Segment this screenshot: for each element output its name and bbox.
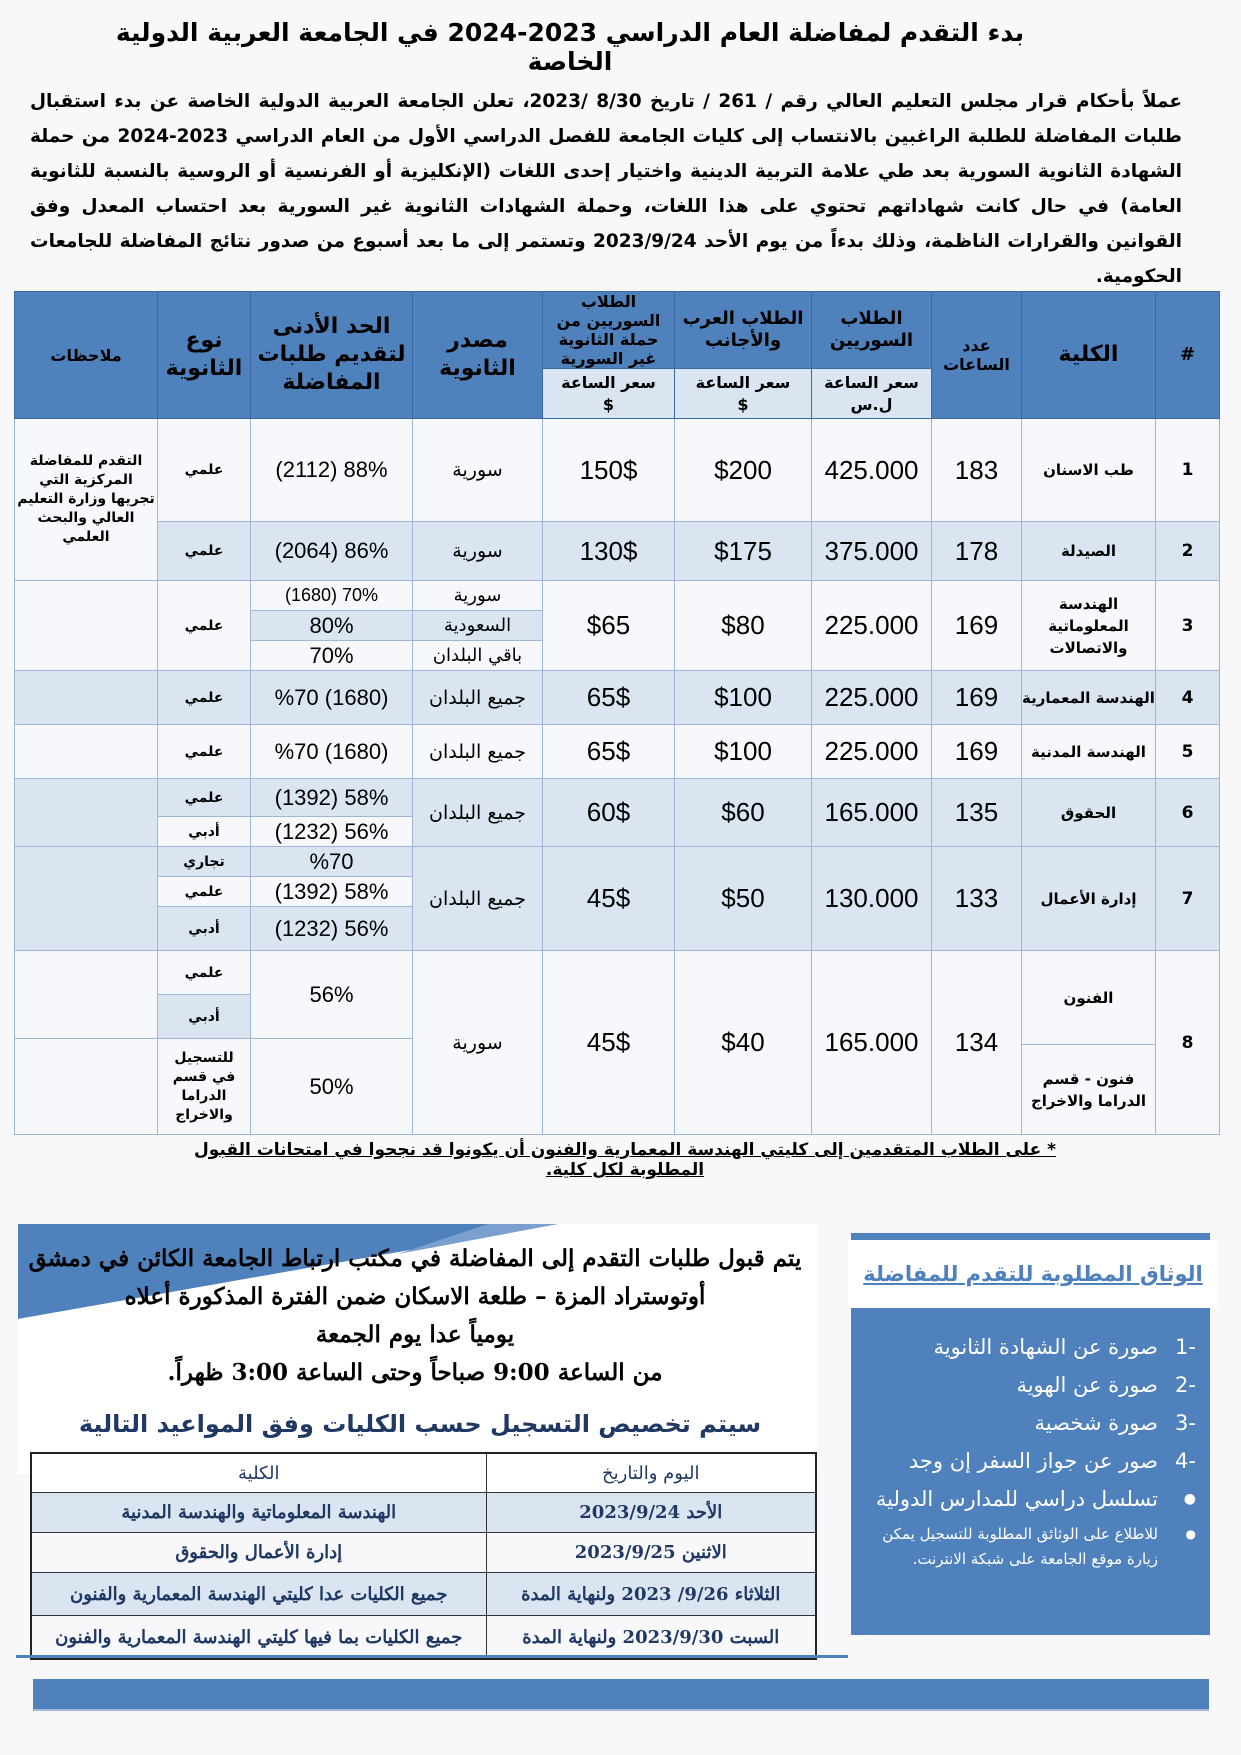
table-row [15, 779, 1220, 817]
min-cell: 56% [251, 951, 413, 1039]
arab-price: $40 [675, 951, 812, 1135]
hours-cell: 178 [932, 522, 1022, 581]
notes-cell-empty [15, 847, 158, 951]
min-cell: 58% (1392) [251, 779, 413, 817]
notes-cell-empty [15, 951, 158, 1039]
submission-info [20, 1240, 810, 1392]
header-row [15, 292, 1220, 369]
type-cell: علمي [158, 581, 251, 671]
schedule-row [31, 1493, 816, 1533]
schedule-date: الاثنين 2023/9/25 [486, 1533, 816, 1573]
arab-price: $50 [675, 847, 812, 951]
page-title: بدء التقدم لمفاضلة العام الدراسي 2023-2024 في الجامعة العربية الدولية الخاصة [115, 18, 1025, 76]
type-cell: أدبي [158, 907, 251, 951]
hours-cell: 169 [932, 581, 1022, 671]
source-cell: سورية [413, 419, 543, 522]
bullet-icon: ● [1185, 1527, 1196, 1541]
row-index: 2 [1156, 522, 1220, 581]
docs-list-panel [851, 1308, 1210, 1635]
foreign-price: 150$ [543, 419, 675, 522]
doc-item [861, 1328, 1196, 1366]
min-cell: 56% (1232) [251, 907, 413, 951]
table-row [15, 581, 1220, 611]
arab-price: $175 [675, 522, 812, 581]
bullet-icon: ● [1183, 1491, 1196, 1507]
subheader-line: سعر الساعة [561, 372, 656, 392]
list-marker: -4 [1175, 1449, 1196, 1473]
foreign-price: 65$ [543, 671, 675, 725]
schedule-faculty: إدارة الأعمال والحقوق [31, 1533, 486, 1573]
doc-text: صور عن جواز السفر إن وجد [908, 1449, 1158, 1473]
table-row [15, 951, 1220, 995]
min-cell: 88% (2112) [251, 419, 413, 522]
notes-cell-empty [15, 725, 158, 779]
min-cell: 50% [251, 1039, 413, 1135]
type-cell: علمي [158, 877, 251, 907]
min-cell: %70 [251, 847, 413, 877]
syrian-price: 225.000 [812, 581, 932, 671]
min-cell: 56% (1232) [251, 817, 413, 847]
hours-cell: 134 [932, 951, 1022, 1135]
list-marker: -2 [1175, 1373, 1196, 1397]
docs-title-box [848, 1240, 1218, 1308]
syrian-price-subheader [812, 369, 932, 419]
row-index: 7 [1156, 847, 1220, 951]
divider-line [16, 1655, 848, 1658]
syrian-price: 165.000 [812, 779, 932, 847]
type-cell: أدبي [158, 995, 251, 1039]
table-row [15, 522, 1220, 581]
hours-cell: 133 [932, 847, 1022, 951]
source-cell: جميع البلدان [413, 779, 543, 847]
notes-cell-empty [15, 779, 158, 847]
type-cell: علمي [158, 779, 251, 817]
source-cell: سورية [413, 522, 543, 581]
doc-text: صورة شخصية [1034, 1411, 1158, 1435]
syrian-price: 130.000 [812, 847, 932, 951]
arab-price: $200 [675, 419, 812, 522]
list-marker: -3 [1175, 1411, 1196, 1435]
schedule-date: السبت 2023/9/30 ولنهاية المدة [486, 1616, 816, 1660]
schedule-date: الأحد 2023/9/24 [486, 1493, 816, 1533]
schedule-faculty: الهندسة المعلوماتية والهندسة المدنية [31, 1493, 486, 1533]
intro-paragraph: عملاً بأحكام قرار مجلس التعليم العالي رقم / 261 / تاريخ 8/30 /2023، تعلن الجامعة العربية الدولية الخاصة عن بدء استقبال طلبات المفاضلة للطلبة الراغبين بالانتساب إلى كليات الجامعة للفصل الدراسي الأول من العام الدراسي 2023-2024 من حملة الشهادة الثانوية السورية بعد طي علامة التربية الدينية واختيار إحدى اللغات (الإنكليزية أو الفرنسية أو الروسية بالنسبة للثانوية العامة) في حال كانت شهاداتهم تحتوي على هذا اللغات، وحملة الشهادات الثانوية غير السورية بعد احتساب المعدل وفق القوانين والقرارات الناظمة، وذلك بدءاً من يوم الأحد 2023/9/24 وتستمر إلى ما بعد أسبوع من صدور نتائج المفاضلة للجامعات الحكومية. [30, 91, 1183, 287]
faculty-name: الفنون [1022, 951, 1156, 1045]
col-arab-header: الطلاب العرب والأجانب [675, 292, 812, 369]
type-cell: تجاري [158, 847, 251, 877]
table-row [15, 847, 1220, 877]
type-cell: علمي [158, 725, 251, 779]
source-cell: سورية [413, 581, 543, 611]
schedule-table [30, 1452, 817, 1660]
foreign-price: 65$ [543, 725, 675, 779]
doc-text: للاطلاع على الوثائق المطلوبة للتسجيل يمكن زيارة موقع الجامعة على شبكة الانترنت. [882, 1525, 1158, 1568]
faculty-name: الهندسة المعلوماتية والاتصالات [1022, 581, 1156, 671]
subheader-line: سعر الساعة [695, 372, 791, 392]
foreign-price: 130$ [543, 522, 675, 581]
schedule-date-header: اليوم والتاريخ [486, 1453, 816, 1493]
table-row [15, 419, 1220, 522]
doc-item [861, 1366, 1196, 1404]
doc-text: تسلسل دراسي للمدارس الدولية [875, 1487, 1158, 1511]
fees-table [14, 291, 1220, 1135]
row-index: 8 [1156, 951, 1220, 1135]
footnote: * على الطلاب المتقدمين إلى كليتي الهندسة المعمارية والفنون أن يكونوا قد نجحوا في امتحانات القبول المطلوبة لكل كلية. [193, 1140, 1057, 1180]
schedule-title: سيتم تخصيص التسجيل حسب الكليات وفق المواعيد التالية [78, 1410, 762, 1438]
syrian-price: 165.000 [812, 951, 932, 1135]
doc-item [861, 1480, 1196, 1518]
doc-item [861, 1522, 1196, 1572]
type-cell: علمي [158, 419, 251, 522]
list-marker: -1 [1175, 1335, 1196, 1359]
schedule-faculty: جميع الكليات عدا كليتي الهندسة المعمارية والفنون [31, 1573, 486, 1616]
schedule-header-row [31, 1453, 816, 1493]
hours-cell: 135 [932, 779, 1022, 847]
min-cell: 86% (2064) [251, 522, 413, 581]
row-index: 6 [1156, 779, 1220, 847]
min-cell: 80% [251, 611, 413, 641]
faculty-name: إدارة الأعمال [1022, 847, 1156, 951]
submission-line: من الساعة 9:00 صباحاً وحتى الساعة 3:00 ظهراً. [167, 1359, 663, 1386]
min-cell: 70% (1680) [251, 581, 413, 611]
col-faculty-header: الكلية [1022, 292, 1156, 419]
syrian-price: 225.000 [812, 725, 932, 779]
source-cell: جميع البلدان [413, 671, 543, 725]
min-cell: (1680) %70 [251, 671, 413, 725]
col-foreign-header: الطلاب السوريين من حملة الثانوية غير السورية [543, 292, 675, 369]
min-cell: 58% (1392) [251, 877, 413, 907]
currency-label: ل.س [850, 394, 893, 414]
syrian-price: 375.000 [812, 522, 932, 581]
row-index: 3 [1156, 581, 1220, 671]
type-cell: أدبي [158, 817, 251, 847]
notes-cell-empty [15, 1039, 158, 1135]
source-cell: سورية [413, 951, 543, 1135]
col-index-header: # [1156, 292, 1220, 419]
source-cell: باقي البلدان [413, 641, 543, 671]
notes-cell-empty [15, 581, 158, 671]
arab-price: $100 [675, 725, 812, 779]
min-cell: 70% [251, 641, 413, 671]
footer-bar [33, 1679, 1209, 1711]
arab-price: $100 [675, 671, 812, 725]
type-cell: علمي [158, 522, 251, 581]
submission-line: أوتوستراد المزة – طلعة الاسكان ضمن الفترة المذكورة أعلاه [124, 1283, 706, 1310]
schedule-row [31, 1573, 816, 1616]
notes-cell: التقدم للمفاضلة المركزية التي تجريها وزارة التعليم العالي والبحث العلمي [15, 419, 158, 581]
schedule-date: الثلاثاء 9/26/ 2023 ولنهاية المدة [486, 1573, 816, 1616]
doc-item [861, 1442, 1196, 1480]
type-cell: علمي [158, 671, 251, 725]
foreign-price: $65 [543, 581, 675, 671]
type-cell: للتسجيل في قسم الدراما والاخراج [158, 1039, 251, 1135]
schedule-faculty: جميع الكليات بما فيها كليتي الهندسة المعمارية والفنون [31, 1616, 486, 1660]
submission-line: يومياً عدا يوم الجمعة [315, 1321, 515, 1348]
faculty-name: الحقوق [1022, 779, 1156, 847]
hours-cell: 183 [932, 419, 1022, 522]
docs-list [851, 1308, 1210, 1572]
row-index: 1 [1156, 419, 1220, 522]
foreign-price: 45$ [543, 847, 675, 951]
min-cell: (1680) %70 [251, 725, 413, 779]
source-cell: جميع البلدان [413, 725, 543, 779]
type-cell: علمي [158, 951, 251, 995]
col-min-header: الحد الأدنى لتقديم طلبات المفاضلة [251, 292, 413, 419]
doc-text: صورة عن الشهادة الثانوية [933, 1335, 1158, 1359]
submission-line: يتم قبول طلبات التقدم إلى المفاضلة في مكتب ارتباط الجامعة الكائن في دمشق [28, 1245, 802, 1272]
docs-title: الوثاق المطلوبة للتقدم للمفاضلة [863, 1262, 1203, 1286]
faculty-name: الصيدلة [1022, 522, 1156, 581]
arab-price: $60 [675, 779, 812, 847]
col-syrian-header: الطلاب السوريين [812, 292, 932, 369]
faculty-name: الهندسة المدنية [1022, 725, 1156, 779]
currency-label: $ [737, 394, 749, 414]
foreign-price: 45$ [543, 951, 675, 1135]
subheader-line: سعر الساعة [824, 372, 919, 392]
syrian-price: 225.000 [812, 671, 932, 725]
source-cell: السعودية [413, 611, 543, 641]
row-index: 4 [1156, 671, 1220, 725]
doc-item [861, 1404, 1196, 1442]
faculty-name: الهندسة المعمارية [1022, 671, 1156, 725]
hours-cell: 169 [932, 725, 1022, 779]
col-source-header: مصدر الثانوية [413, 292, 543, 419]
schedule-row [31, 1533, 816, 1573]
arab-price-subheader [675, 369, 812, 419]
schedule-faculty-header: الكلية [31, 1453, 486, 1493]
foreign-price-subheader [543, 369, 675, 419]
doc-text: صورة عن الهوية [1016, 1373, 1158, 1397]
docs-top-bar [851, 1233, 1210, 1240]
notes-cell-empty [15, 671, 158, 725]
table-row [15, 671, 1220, 725]
source-cell: جميع البلدان [413, 847, 543, 951]
col-hours-header: عدد الساعات [932, 292, 1022, 419]
col-notes-header: ملاحظات [15, 292, 158, 419]
col-type-header: نوع الثانوية [158, 292, 251, 419]
faculty-name: طب الاسنان [1022, 419, 1156, 522]
faculty-name: فنون - قسم الدراما والاخراج [1022, 1045, 1156, 1135]
currency-label: $ [602, 394, 615, 414]
table-row [15, 725, 1220, 779]
syrian-price: 425.000 [812, 419, 932, 522]
hours-cell: 169 [932, 671, 1022, 725]
row-index: 5 [1156, 725, 1220, 779]
schedule-row [31, 1616, 816, 1660]
arab-price: $80 [675, 581, 812, 671]
foreign-price: 60$ [543, 779, 675, 847]
